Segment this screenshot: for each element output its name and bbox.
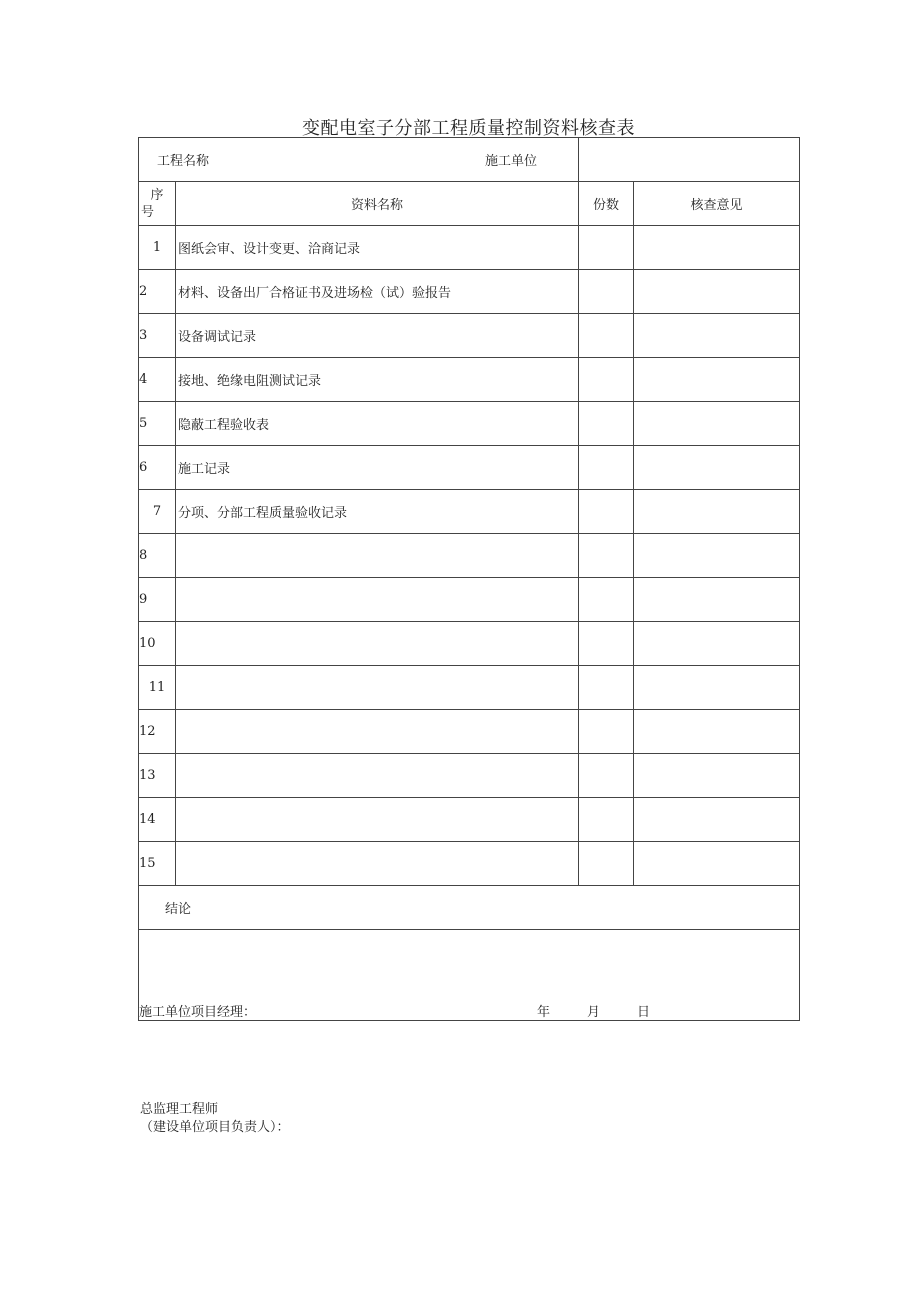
signature-row	[139, 930, 800, 1021]
table-row	[139, 578, 800, 622]
table-row	[139, 402, 800, 446]
row-doc-name[interactable]	[176, 622, 579, 666]
table-row	[139, 270, 800, 314]
row-opinion-field[interactable]	[634, 622, 800, 666]
row-seq: 10	[139, 622, 176, 666]
row-doc-name[interactable]	[176, 754, 579, 798]
signature-line	[139, 1002, 799, 1020]
row-opinion-field[interactable]	[634, 490, 800, 534]
row-copies-field[interactable]	[579, 666, 634, 710]
row-seq: 1	[139, 226, 176, 270]
row-doc-name[interactable]: 分项、分部工程质量验收记录	[176, 490, 579, 534]
row-doc-name[interactable]	[176, 842, 579, 886]
chief-supervisor-label: 总监理工程师	[140, 1102, 219, 1117]
month-label: 月	[587, 1005, 601, 1020]
table-row	[139, 798, 800, 842]
row-doc-name[interactable]: 隐蔽工程验收表	[176, 402, 579, 446]
row-opinion-field[interactable]	[634, 710, 800, 754]
row-seq: 11	[139, 666, 176, 710]
row-opinion-field[interactable]	[634, 666, 800, 710]
row-seq: 14	[139, 798, 176, 842]
row-opinion-field[interactable]	[634, 798, 800, 842]
table-row	[139, 490, 800, 534]
row-copies-field[interactable]	[579, 402, 634, 446]
row-opinion-field[interactable]	[634, 578, 800, 622]
conclusion-row	[139, 886, 800, 930]
row-seq: 2	[139, 270, 176, 314]
row-copies-field[interactable]	[579, 798, 634, 842]
row-seq: 13	[139, 754, 176, 798]
row-seq: 3	[139, 314, 176, 358]
row-copies-field[interactable]	[579, 622, 634, 666]
table-row	[139, 754, 800, 798]
page-title: 变配电室子分部工程质量控制资料核查表	[302, 118, 635, 139]
seq-header-line1: 序	[150, 187, 164, 203]
seq-column-header	[139, 182, 176, 226]
row-seq: 7	[139, 490, 176, 534]
row-doc-name[interactable]: 图纸会审、设计变更、洽商记录	[176, 226, 579, 270]
footer	[140, 1101, 290, 1137]
row-opinion-field[interactable]	[634, 226, 800, 270]
row-opinion-field[interactable]	[634, 842, 800, 886]
table-row	[139, 226, 800, 270]
row-doc-name[interactable]	[176, 578, 579, 622]
row-copies-field[interactable]	[579, 314, 634, 358]
row-opinion-field[interactable]	[634, 754, 800, 798]
row-copies-field[interactable]	[579, 842, 634, 886]
year-label: 年	[537, 1005, 551, 1020]
conclusion-field[interactable]	[139, 930, 800, 1021]
row-opinion-field[interactable]	[634, 314, 800, 358]
row-seq: 4	[139, 358, 176, 402]
table-row	[139, 446, 800, 490]
row-doc-name[interactable]	[176, 798, 579, 842]
table-row	[139, 314, 800, 358]
row-doc-name[interactable]	[176, 710, 579, 754]
row-doc-name[interactable]: 设备调试记录	[176, 314, 579, 358]
contractor-value-field[interactable]	[579, 138, 800, 182]
row-copies-field[interactable]	[579, 578, 634, 622]
contractor-label: 施工单位	[485, 154, 538, 169]
table-row	[139, 358, 800, 402]
row-seq: 8	[139, 534, 176, 578]
name-column-header: 资料名称	[176, 182, 579, 226]
row-doc-name[interactable]	[176, 534, 579, 578]
row-seq: 5	[139, 402, 176, 446]
table-row	[139, 534, 800, 578]
row-seq: 9	[139, 578, 176, 622]
row-copies-field[interactable]	[579, 270, 634, 314]
table-row	[139, 622, 800, 666]
checklist-table	[138, 137, 800, 1021]
row-doc-name[interactable]: 接地、绝缘电阻测试记录	[176, 358, 579, 402]
row-doc-name[interactable]	[176, 666, 579, 710]
project-manager-label: 施工单位项目经理：	[139, 1005, 257, 1020]
row-copies-field[interactable]	[579, 358, 634, 402]
table-row	[139, 666, 800, 710]
row-copies-field[interactable]	[579, 490, 634, 534]
header-row	[139, 138, 800, 182]
row-opinion-field[interactable]	[634, 402, 800, 446]
column-header-row	[139, 182, 800, 226]
row-seq: 12	[139, 710, 176, 754]
table-row	[139, 710, 800, 754]
opinion-column-header: 核查意见	[634, 182, 800, 226]
row-opinion-field[interactable]	[634, 270, 800, 314]
row-copies-field[interactable]	[579, 710, 634, 754]
row-copies-field[interactable]	[579, 226, 634, 270]
table-row	[139, 842, 800, 886]
owner-representative-label: （建设单位项目负责人）：	[140, 1120, 290, 1135]
day-label: 日	[637, 1005, 651, 1020]
conclusion-label: 结论	[139, 886, 800, 930]
row-copies-field[interactable]	[579, 446, 634, 490]
seq-header-line2: 号	[141, 204, 155, 220]
row-doc-name[interactable]: 施工记录	[176, 446, 579, 490]
row-seq: 6	[139, 446, 176, 490]
row-doc-name[interactable]: 材料、设备出厂合格证书及进场检（试）验报告	[176, 270, 579, 314]
row-opinion-field[interactable]	[634, 358, 800, 402]
project-name-label: 工程名称	[157, 154, 210, 169]
row-copies-field[interactable]	[579, 534, 634, 578]
project-info-cell	[139, 138, 579, 182]
row-seq: 15	[139, 842, 176, 886]
row-opinion-field[interactable]	[634, 446, 800, 490]
copies-column-header: 份数	[579, 182, 634, 226]
row-opinion-field[interactable]	[634, 534, 800, 578]
row-copies-field[interactable]	[579, 754, 634, 798]
